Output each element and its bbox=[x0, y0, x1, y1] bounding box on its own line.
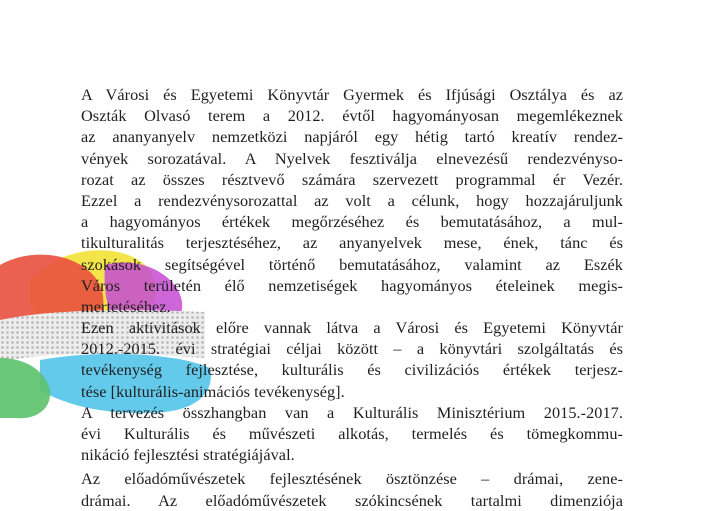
text-line: szokások segítségével történő bemutatásához, valamint az Eszék bbox=[81, 254, 623, 274]
text-line: az ananyanyelv nemzetközi napjáról egy hétig tartó kreatív rendez- bbox=[81, 127, 623, 147]
text-line: vények sorozatával. A Nyelvek fesztiválja elnevezésű rendezvényso- bbox=[81, 148, 623, 168]
text-line: tikulturalitás terjesztéséhez, az anyanyelvek mese, ének, tánc és bbox=[81, 233, 623, 253]
text-line: 2012.-2015. évi stratégiai céljai között – a könyvtári szolgáltatás és bbox=[81, 339, 623, 359]
text-line: Ezzel a rendezvénysorozattal az volt a célunk, hogy hozzajáruljunk bbox=[81, 190, 623, 210]
text-line: évi Kulturális és művészeti alkotás, termelés és tömegkommu- bbox=[81, 424, 623, 443]
text-line: rozat az összes résztvevő számára szervezett programmal ér Vezér. bbox=[81, 169, 623, 189]
text-line: A Városi és Egyetemi Könyvtár Gyermek és Ifjúsági Osztálya és az bbox=[81, 85, 623, 104]
text-line: drámai. Az előadóművészetek szókincsének tartalmi dimenziója bbox=[81, 490, 623, 510]
text-line: tevékenység fejlesztése, kulturális és civilizációs értékek terjesz- bbox=[81, 360, 623, 380]
text-line: Az előadóművészetek fejlesztésének ösztönzése – drámai, zene- bbox=[81, 469, 623, 489]
document-body-text bbox=[81, 84, 623, 511]
text-line: Város területén élő nemzetiségek hagyományos ételeinek megis- bbox=[81, 275, 623, 295]
text-line: nikáció fejlesztési stratégiájával. bbox=[81, 445, 295, 465]
text-line: Ezen aktivitások előre vannak látva a Városi és Egyetemi Könyvtár bbox=[81, 318, 623, 338]
text-line: a hagyományos értékek megőrzéséhez és bemutatásához, a mul- bbox=[81, 212, 623, 232]
text-line: A tervezés összhangban van a Kulturális Minisztérium 2015.-2017. bbox=[81, 402, 623, 422]
text-line: mertetéséhez. bbox=[81, 296, 171, 316]
text-line: tése [kulturális-animációs tevékenység]. bbox=[81, 381, 345, 401]
text-line: Oszták Olvasó terem a 2012. évtől hagyományosan megemlékeznek bbox=[81, 106, 623, 126]
